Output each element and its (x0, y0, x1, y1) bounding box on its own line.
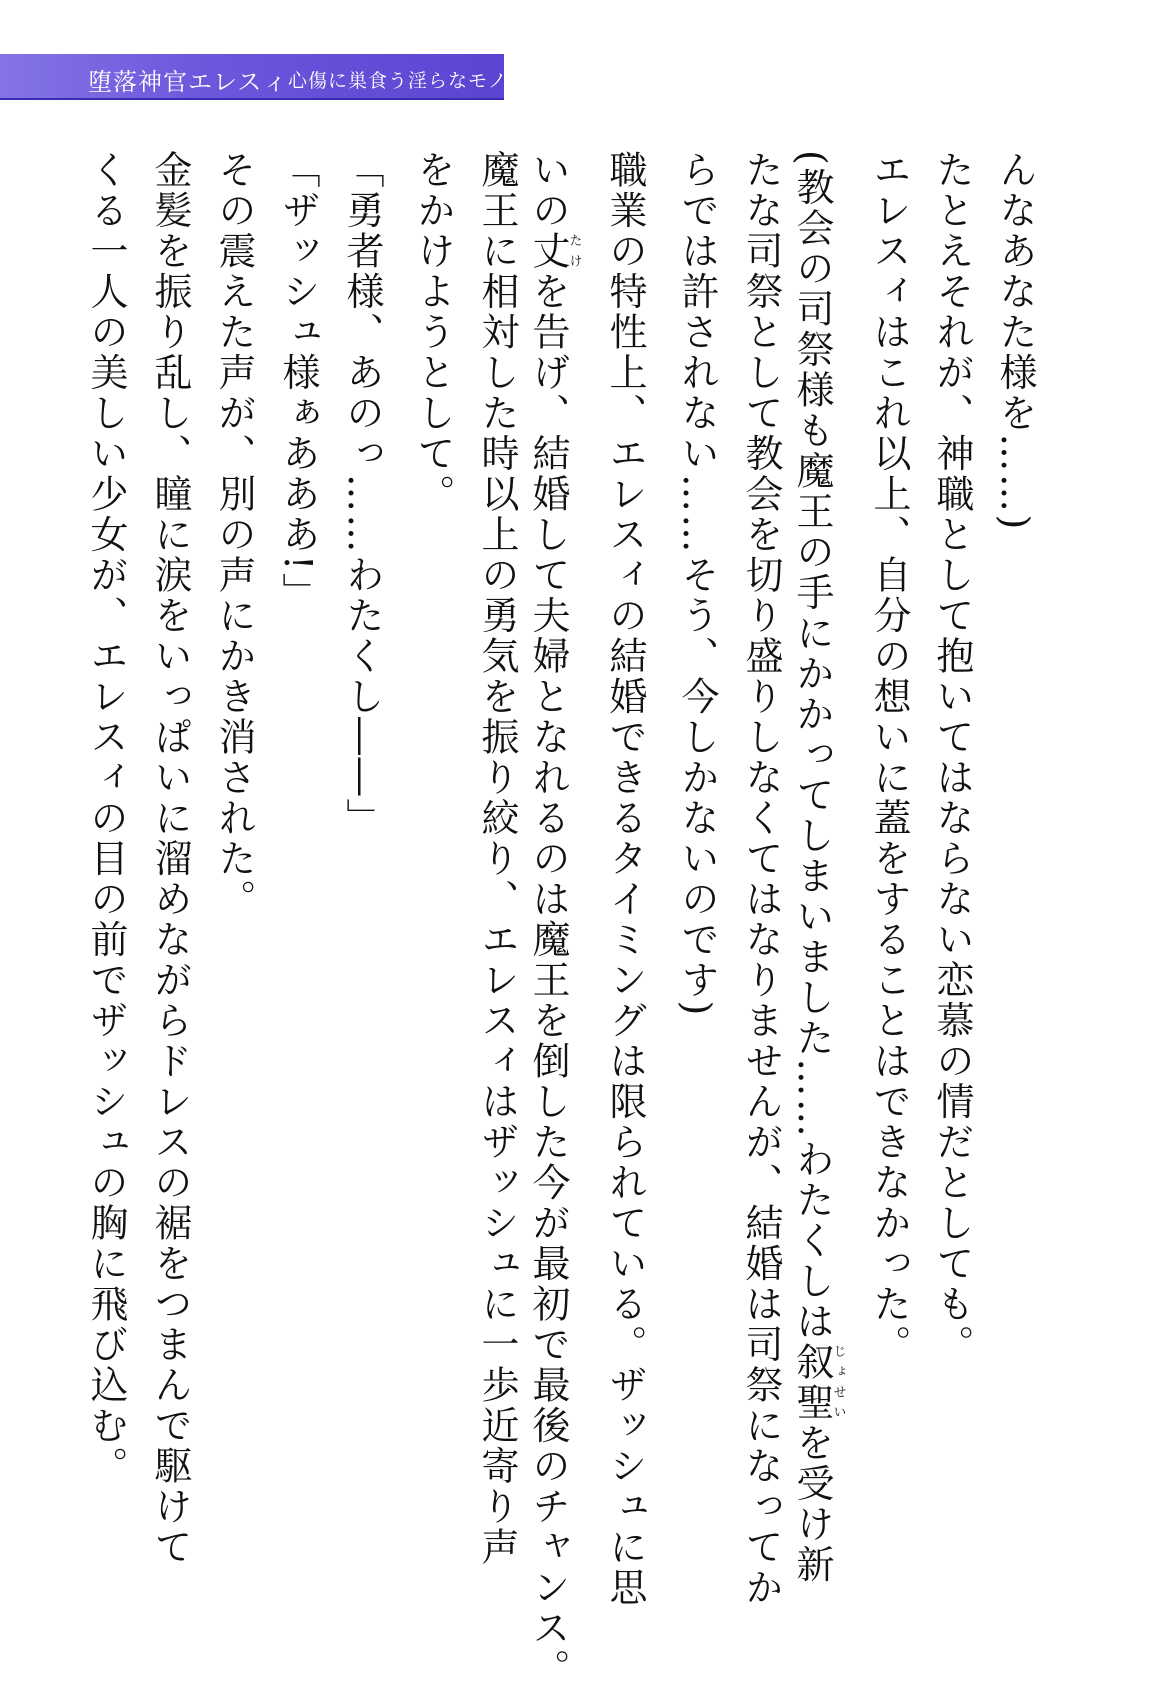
text-line-4 (805, 150, 845, 1650)
ruby-take-reading: たけ (567, 231, 582, 272)
text-line-15: くる一人の美しい少女が、エレスィの目の前でザッシュの胸に飛び込む。 (86, 150, 126, 1650)
text-line-12: 「ザッシュ様ぁあああ!」 (278, 150, 318, 1650)
text-line-4-a: (教会の司祭様も魔王の手にかかってしまいました……わたくしは (790, 150, 834, 1342)
text-line-14: 金髪を振り乱し、瞳に涙をいっぱいに溜めながらドレスの裾をつまんで駆けて (150, 150, 190, 1650)
running-header-bar (0, 54, 504, 100)
text-line-5: たな司祭として教会を切り盛りしなくてはなりませんが、結婚は司祭になってか (741, 150, 781, 1650)
text-line-2: たとえそれが、神職として抱いてはならない恋慕の情だとしても。 (932, 150, 972, 1650)
text-line-11: 「勇者様、あのっ……わたくし――」 (342, 150, 382, 1650)
text-line-8 (541, 150, 581, 1650)
ruby-josei: 叙聖じょせい (790, 1342, 834, 1423)
text-line-8-a: いの (526, 150, 570, 231)
text-line-10: をかけようとして。 (413, 150, 453, 1650)
book-title: 堕落神官エレスィ (88, 62, 288, 97)
chapter-title: 心傷に巣食う淫らなモノ (288, 66, 508, 93)
text-line-4-b: を受け新 (790, 1423, 834, 1585)
text-line-3: エレスィはこれ以上、自分の想いに蓋をすることはできなかった。 (869, 150, 909, 1650)
text-line-7: 職業の特性上、エレスィの結婚できるタイミングは限られている。ザッシュに思 (605, 150, 645, 1650)
ruby-take: 丈たけ (526, 231, 570, 272)
text-line-1: んなあなた様を……) (995, 150, 1035, 1650)
ruby-josei-reading: じょせい (831, 1342, 846, 1423)
text-line-9: 魔王に相対した時以上の勇気を振り絞り、エレスィはザッシュに一歩近寄り声 (477, 150, 517, 1650)
text-line-8-b: を告げ、結婚して夫婦となれるのは魔王を倒した今が最初で最後のチャンス。 (526, 272, 570, 1689)
text-line-13: その震えた声が、別の声にかき消された。 (214, 150, 254, 1650)
text-line-6: らでは許されない……そう、今しかないのです) (677, 150, 717, 1650)
